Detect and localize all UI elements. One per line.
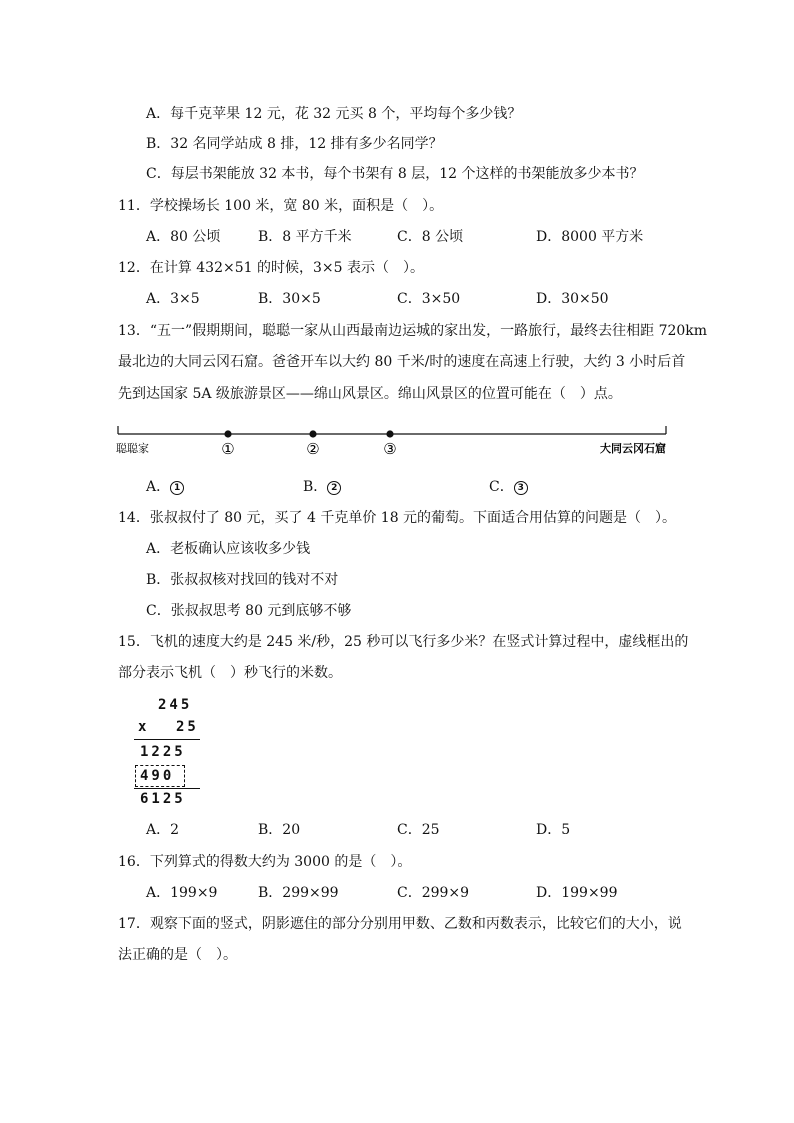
point-3-dot: [386, 430, 393, 437]
q13-option-c-prefix: C．: [489, 479, 514, 495]
circled-2-glyph: 2: [327, 481, 341, 495]
final-product: 6125: [140, 791, 186, 807]
q15-option-c: C．25: [397, 822, 440, 838]
q13-option-a-prefix: A．: [146, 479, 171, 495]
first-rule: [134, 739, 200, 740]
second-rule: [134, 788, 200, 789]
partial-product-1: 1225: [140, 744, 186, 760]
q15-stem-line2: 部分表示飞机（ ）秒飞行的米数。: [118, 665, 342, 681]
q11-option-a: A．80 公顷: [146, 229, 221, 245]
q16-option-a: A．199×9: [146, 885, 218, 901]
q13-option-c: [489, 477, 528, 497]
q12-stem: 12．在计算 432×51 的时候，3×5 表示（ ）。: [118, 260, 424, 276]
q14-option-b: B．张叔叔核对找回的钱对不对: [146, 572, 339, 588]
q13-stem-line2: 最北边的大同云冈石窟。爸爸开车以大约 80 千米/时的速度在高速上行驶，大约 3 小时后首: [118, 354, 686, 370]
multiplier: 25: [176, 719, 199, 735]
q10-option-a: A．每千克苹果 12 元，花 32 元买 8 个，平均每个多少钱？: [146, 106, 522, 122]
q11-option-b: B．8 平方千米: [258, 229, 352, 245]
point-1-label: ①: [221, 440, 235, 458]
q16-option-d: D．199×99: [536, 885, 618, 901]
q11-stem: 11．学校操场长 100 米，宽 80 米，面积是（ ）。: [118, 198, 444, 214]
point-2-dot: [309, 430, 316, 437]
point-2-label: ②: [306, 440, 320, 458]
q14-option-a: A．老板确认应该收多少钱: [146, 541, 311, 557]
route-diagram: [110, 418, 680, 464]
q17-stem-line1: 17．观察下面的竖式，阴影遮住的部分分别用甲数、乙数和丙数表示，比较它们的大小，说: [118, 916, 682, 932]
end-label: 大同云冈石窟: [600, 442, 666, 455]
q10-option-c: C．每层书架能放 32 本书，每个书架有 8 层，12 个这样的书架能放多少本书？: [146, 166, 644, 182]
q17-stem-line2: 法正确的是（ ）。: [118, 947, 237, 963]
multiplicand: 245: [158, 697, 193, 713]
q10-option-b: B．32 名同学站成 8 排，12 排有多少名同学？: [146, 136, 443, 152]
q14-stem: 14．张叔叔付了 80 元，买了 4 千克单价 18 元的葡萄。下面适合用估算的问题是（ ）。: [118, 510, 677, 526]
q13-option-b: [303, 477, 341, 497]
multiply-sign: x: [138, 719, 150, 735]
q16-stem: 16．下列算式的得数大约为 3000 的是（ ）。: [118, 854, 412, 870]
q16-option-b: B．299×99: [258, 885, 339, 901]
q13-stem-line3: 先到达国家 5A 级旅游景区——绵山风景区。绵山风景区的位置可能在（ ）点。: [118, 386, 622, 402]
q12-option-d: D．30×50: [536, 291, 609, 307]
q14-option-c: C．张叔叔思考 80 元到底够不够: [146, 603, 352, 619]
point-1-dot: [224, 430, 231, 437]
start-label: 聪聪家: [116, 442, 149, 455]
q12-option-a: A．3×5: [146, 291, 200, 307]
partial-product-2: 490: [140, 768, 175, 784]
circled-3-glyph: 3: [514, 481, 528, 495]
vertical-multiplication: [132, 694, 222, 814]
circled-1-glyph: 1: [170, 481, 184, 495]
q13-stem-line1: 13．“五一”假期期间，聪聪一家从山西最南边运城的家出发，一路旅行，最终去往相距 720km: [118, 323, 708, 339]
q15-option-b: B．20: [258, 822, 301, 838]
q15-option-d: D．5: [536, 822, 571, 838]
q16-option-c: C．299×9: [397, 885, 470, 901]
q12-option-b: B．30×5: [258, 291, 321, 307]
q13-option-b-prefix: B．: [303, 479, 328, 495]
q12-option-c: C．3×50: [397, 291, 461, 307]
q11-option-d: D．8000 平方米: [536, 229, 644, 245]
q15-option-a: A．2: [146, 822, 180, 838]
q13-option-a: [146, 477, 184, 497]
q11-option-c: C．8 公顷: [397, 229, 464, 245]
point-3-label: ③: [383, 440, 397, 458]
q15-stem-line1: 15．飞机的速度大约是 245 米/秒，25 秒可以飞行多少米？在竖式计算过程中，虚线框出的: [118, 634, 689, 650]
